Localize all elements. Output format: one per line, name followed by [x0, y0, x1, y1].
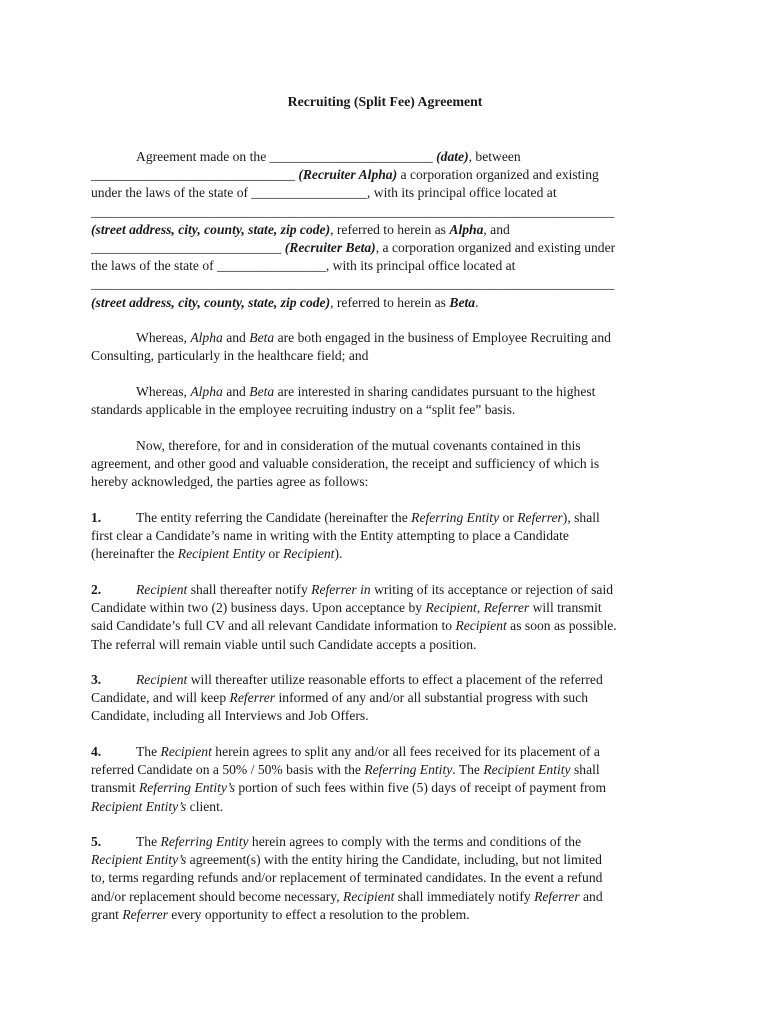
clause-3: 3. Recipient will thereafter utilize reasonable efforts to effect a placement of the referred Candidate, and will keep Referrer informed of any and/or all substantial progress with such Candidate, including all Interviews and Job Offers. [91, 672, 603, 724]
clause-number: 2. [91, 582, 102, 597]
clause-number: 3. [91, 672, 102, 687]
document-title: Recruiting (Split Fee) Agreement [287, 94, 483, 109]
intro-line-5: (street address, city, county, state, zip code), referred to herein as Alpha, and [91, 221, 510, 237]
clause-5: 5. The Referring Entity herein agrees to comply with the terms and conditions of the Recipient Entity’s agreement(s) with the entity hiring the Candidate, including, but not limited to, terms regarding refunds and/or replacement of terminated candidates. In the event a refund and/or replacement should become necessary, Recipient shall immediately notify Referrer and grant Referrer every opportunity to effect a resolution to the problem. [91, 834, 603, 922]
intro-address-blank-2: _____________________________________________________________________________ [91, 276, 615, 292]
whereas-paragraph-1: Whereas, Alpha and Beta are both engaged in the business of Employee Recruiting and Consulting, particularly in the healthcare field; and [91, 330, 611, 364]
clause-1: 1. The entity referring the Candidate (hereinafter the Referring Entity or Referrer), shall first clear a Candidate’s name in writing with the Entity attempting to place a Candidate (hereinafter the Recipient Entity or Recipient). [91, 510, 600, 562]
clause-2: 2. Recipient shall thereafter notify Referrer in writing of its acceptance or rejection of said Candidate within two (2) business days. Upon acceptance by Recipient, Referrer will transmit said Candidate’s full CV and all relevant Candidate information to Recipient as soon as possible. The referral will remain viable until such Candidate accepts a position. [91, 582, 617, 652]
intro-line-3: under the laws of the state of _________________, with its principal office located at [91, 185, 557, 201]
clause-number: 4. [91, 744, 102, 759]
whereas-paragraph-2: Whereas, Alpha and Beta are interested in sharing candidates pursuant to the highest standards applicable in the employee recruiting industry on a “split fee” basis. [91, 384, 596, 418]
intro-line-2: ______________________________ (Recruiter Alpha) a corporation organized and existing [91, 167, 599, 183]
intro-line-6: ____________________________ (Recruiter Beta), a corporation organized and existing under [91, 239, 616, 255]
intro-address-blank-1: _____________________________________________________________________________ [91, 203, 615, 219]
now-therefore-paragraph: Now, therefore, for and in consideration of the mutual covenants contained in this agreement, and other good and valuable consideration, the receipt and sufficiency of which is hereby acknowledged, the parties agree as follows: [91, 438, 600, 490]
intro-line-1: Agreement made on the ________________________ (date), between [136, 149, 521, 164]
clause-4: 4. The Recipient herein agrees to split any and/or all fees received for its placement of a referred Candidate on a 50% / 50% basis with the Referring Entity. The Recipient Entity shall transmit Referring Entity’s portion of such fees within five (5) days of receipt of payment from Recipient Entity’s client. [91, 744, 607, 814]
intro-line-9: (street address, city, county, state, zip code), referred to herein as Beta. [91, 294, 479, 310]
clause-number: 1. [91, 510, 102, 525]
intro-paragraph [91, 148, 679, 312]
intro-line-7: the laws of the state of ________________, with its principal office located at [91, 258, 516, 274]
clause-number: 5. [91, 834, 102, 849]
